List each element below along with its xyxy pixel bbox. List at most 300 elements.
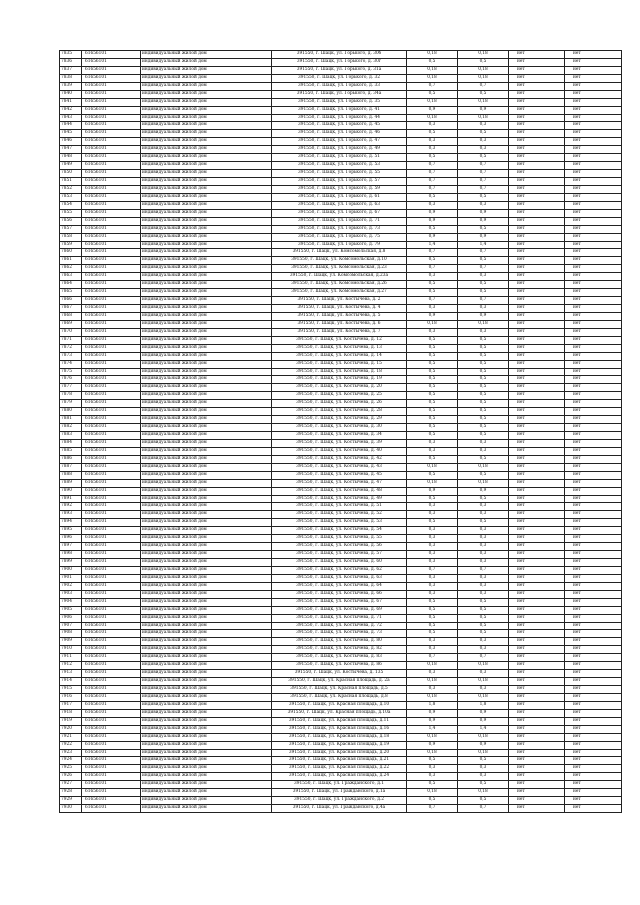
oktmo-code-cell: 61656101 — [82, 495, 141, 503]
flag-cell: нет — [565, 249, 622, 257]
object-type-cell: индивидуальный жилой дом — [141, 384, 272, 392]
area-total-cell: 0,7 — [458, 654, 509, 662]
area-cell: 0,7 — [407, 654, 458, 662]
table-row — [60, 574, 622, 582]
flag-cell: нет — [565, 693, 622, 701]
oktmo-code-cell: 61656101 — [82, 424, 141, 432]
area-total-cell: 0,5 — [458, 281, 509, 289]
address-cell: 391550, г. Шацк, ул. Горького, д. 73 — [272, 225, 407, 233]
table-row — [60, 765, 622, 773]
table-row — [60, 789, 622, 797]
oktmo-code-cell: 61656101 — [82, 265, 141, 273]
area-cell: 0,9 — [407, 717, 458, 725]
flag-cell: нет — [509, 352, 565, 360]
flag-cell: нет — [509, 447, 565, 455]
address-cell: 391550, г. Шацк, ул. Костычева, д. 73 — [272, 630, 407, 638]
area-cell: 0,3 — [407, 273, 458, 281]
area-cell: 0,5 — [407, 495, 458, 503]
area-total-cell: 0,18 — [458, 66, 509, 74]
flag-cell: нет — [565, 201, 622, 209]
table-row — [60, 559, 622, 567]
row-number-cell: 7861 — [60, 257, 82, 265]
row-number-cell: 7902 — [60, 582, 82, 590]
area-total-cell: 0,5 — [458, 225, 509, 233]
address-cell: 391550, г. Шацк, ул. Горького, д. 67 — [272, 209, 407, 217]
address-cell: 391550, г. Шацк, ул. Комсомольская, д.10 — [272, 257, 407, 265]
area-total-cell: 0,3 — [458, 638, 509, 646]
row-number-cell: 7842 — [60, 106, 82, 114]
address-cell: 391550, г. Шацк, ул. Костычева, д. 28 — [272, 408, 407, 416]
flag-cell: нет — [565, 551, 622, 559]
area-total-cell: 0,5 — [458, 368, 509, 376]
area-cell: 0,18 — [407, 114, 458, 122]
area-cell: 0,5 — [407, 225, 458, 233]
oktmo-code-cell: 61656101 — [82, 241, 141, 249]
object-type-cell: индивидуальный жилой дом — [141, 709, 272, 717]
row-number-cell: 7857 — [60, 225, 82, 233]
row-number-cell: 7914 — [60, 678, 82, 686]
address-cell: 391550, г. Шацк, ул. Костычева, д. 49 — [272, 495, 407, 503]
table-row — [60, 265, 622, 273]
row-number-cell: 7921 — [60, 733, 82, 741]
area-cell: 0,3 — [407, 582, 458, 590]
oktmo-code-cell: 61656101 — [82, 566, 141, 574]
row-number-cell: 7892 — [60, 503, 82, 511]
flag-cell: нет — [565, 416, 622, 424]
area-cell: 0,3 — [407, 773, 458, 781]
object-type-cell: индивидуальный жилой дом — [141, 209, 272, 217]
flag-cell: нет — [509, 543, 565, 551]
object-type-cell: индивидуальный жилой дом — [141, 789, 272, 797]
table-row — [60, 66, 622, 74]
row-number-cell: 7888 — [60, 471, 82, 479]
object-type-cell: индивидуальный жилой дом — [141, 686, 272, 694]
oktmo-code-cell: 61656101 — [82, 725, 141, 733]
flag-cell: нет — [509, 654, 565, 662]
oktmo-code-cell: 61656101 — [82, 678, 141, 686]
object-type-cell: индивидуальный жилой дом — [141, 670, 272, 678]
flag-cell: нет — [509, 416, 565, 424]
area-total-cell: 0,18 — [458, 678, 509, 686]
oktmo-code-cell: 61656101 — [82, 622, 141, 630]
object-type-cell: индивидуальный жилой дом — [141, 654, 272, 662]
area-total-cell: 0,3 — [458, 122, 509, 130]
table-row — [60, 733, 622, 741]
row-number-cell: 7925 — [60, 765, 82, 773]
object-type-cell: индивидуальный жилой дом — [141, 638, 272, 646]
row-number-cell: 7843 — [60, 114, 82, 122]
table-row — [60, 614, 622, 622]
flag-cell: нет — [565, 289, 622, 297]
table-row — [60, 670, 622, 678]
area-cell: 0,3 — [407, 543, 458, 551]
table-row — [60, 281, 622, 289]
area-total-cell: 0,5 — [458, 376, 509, 384]
address-cell: 391550, г. Шацк, ул. Костычева, д. 53 — [272, 519, 407, 527]
flag-cell: нет — [509, 376, 565, 384]
oktmo-code-cell: 61656101 — [82, 559, 141, 567]
area-total-cell: 0,5 — [458, 154, 509, 162]
area-total-cell: 0,3 — [458, 559, 509, 567]
oktmo-code-cell: 61656101 — [82, 392, 141, 400]
row-number-cell: 7919 — [60, 717, 82, 725]
area-total-cell: 0,18 — [458, 74, 509, 82]
address-cell: 391550, г. Шацк, ул. Костычева, д. 60 — [272, 559, 407, 567]
oktmo-code-cell: 61656101 — [82, 400, 141, 408]
row-number-cell: 7891 — [60, 495, 82, 503]
row-number-cell: 7906 — [60, 614, 82, 622]
area-cell: 0,5 — [407, 344, 458, 352]
flag-cell: нет — [509, 670, 565, 678]
flag-cell: нет — [509, 582, 565, 590]
area-cell: 0,5 — [407, 368, 458, 376]
row-number-cell: 7896 — [60, 535, 82, 543]
flag-cell: нет — [509, 58, 565, 66]
flag-cell: нет — [565, 305, 622, 313]
area-cell: 0,3 — [407, 447, 458, 455]
table-row — [60, 106, 622, 114]
row-number-cell: 7911 — [60, 654, 82, 662]
flag-cell: нет — [565, 455, 622, 463]
table-row — [60, 130, 622, 138]
flag-cell: нет — [509, 614, 565, 622]
row-number-cell: 7871 — [60, 336, 82, 344]
oktmo-code-cell: 61656101 — [82, 709, 141, 717]
row-number-cell: 7885 — [60, 447, 82, 455]
table-row — [60, 590, 622, 598]
oktmo-code-cell: 61656101 — [82, 312, 141, 320]
area-total-cell: 0,5 — [458, 781, 509, 789]
row-number-cell: 7899 — [60, 559, 82, 567]
oktmo-code-cell: 61656101 — [82, 281, 141, 289]
table-row — [60, 630, 622, 638]
table-row — [60, 170, 622, 178]
row-number-cell: 7900 — [60, 566, 82, 574]
address-cell: 391550, г. Шацк, ул. Костычева, д. 40 — [272, 447, 407, 455]
address-cell: 391550, г. Шацк, ул. Костычева, д. 80 — [272, 638, 407, 646]
object-type-cell: индивидуальный жилой дом — [141, 122, 272, 130]
object-type-cell: индивидуальный жилой дом — [141, 178, 272, 186]
object-type-cell: индивидуальный жилой дом — [141, 154, 272, 162]
oktmo-code-cell: 61656101 — [82, 82, 141, 90]
flag-cell: нет — [565, 678, 622, 686]
oktmo-code-cell: 61656101 — [82, 717, 141, 725]
flag-cell: нет — [565, 392, 622, 400]
object-type-cell: индивидуальный жилой дом — [141, 606, 272, 614]
row-number-cell: 7893 — [60, 511, 82, 519]
area-cell: 0,7 — [407, 178, 458, 186]
area-total-cell: 0,3 — [458, 646, 509, 654]
area-cell: 0,5 — [407, 519, 458, 527]
flag-cell: нет — [565, 487, 622, 495]
row-number-cell: 7898 — [60, 551, 82, 559]
object-type-cell: индивидуальный жилой дом — [141, 257, 272, 265]
table-row — [60, 781, 622, 789]
object-type-cell: индивидуальный жилой дом — [141, 574, 272, 582]
table-row — [60, 305, 622, 313]
flag-cell: нет — [509, 74, 565, 82]
flag-cell: нет — [565, 773, 622, 781]
oktmo-code-cell: 61656101 — [82, 209, 141, 217]
flag-cell: нет — [565, 622, 622, 630]
table-row — [60, 495, 622, 503]
table-row — [60, 432, 622, 440]
oktmo-code-cell: 61656101 — [82, 249, 141, 257]
table-row — [60, 289, 622, 297]
oktmo-code-cell: 61656101 — [82, 360, 141, 368]
flag-cell: нет — [565, 185, 622, 193]
object-type-cell: индивидуальный жилой дом — [141, 797, 272, 805]
table-row — [60, 58, 622, 66]
table-row — [60, 646, 622, 654]
flag-cell: нет — [509, 622, 565, 630]
area-cell: 0,3 — [407, 686, 458, 694]
flag-cell: нет — [565, 749, 622, 757]
table-row — [60, 312, 622, 320]
area-total-cell: 0,5 — [458, 336, 509, 344]
flag-cell: нет — [509, 487, 565, 495]
address-cell: 391550, г. Шацк, ул. Горького, д. 35 — [272, 98, 407, 106]
address-cell: 391550, г. Шацк, ул. Красная площадь, д.18 — [272, 733, 407, 741]
table-row — [60, 447, 622, 455]
area-total-cell: 0,18 — [458, 320, 509, 328]
flag-cell: нет — [565, 114, 622, 122]
area-cell: 0,3 — [407, 122, 458, 130]
area-total-cell: 0,5 — [458, 797, 509, 805]
oktmo-code-cell: 61656101 — [82, 51, 141, 59]
object-type-cell: индивидуальный жилой дом — [141, 66, 272, 74]
flag-cell: нет — [509, 781, 565, 789]
area-cell: 0,3 — [407, 535, 458, 543]
row-number-cell: 7920 — [60, 725, 82, 733]
table-row — [60, 51, 622, 59]
flag-cell: нет — [565, 519, 622, 527]
flag-cell: нет — [565, 66, 622, 74]
table-row — [60, 74, 622, 82]
oktmo-code-cell: 61656101 — [82, 598, 141, 606]
area-cell: 0,9 — [407, 209, 458, 217]
object-type-cell: индивидуальный жилой дом — [141, 114, 272, 122]
object-type-cell: индивидуальный жилой дом — [141, 678, 272, 686]
row-number-cell: 7910 — [60, 646, 82, 654]
object-type-cell: индивидуальный жилой дом — [141, 662, 272, 670]
oktmo-code-cell: 61656101 — [82, 789, 141, 797]
row-number-cell: 7922 — [60, 741, 82, 749]
oktmo-code-cell: 61656101 — [82, 471, 141, 479]
area-total-cell: 0,3 — [458, 765, 509, 773]
address-cell: 391550, г. Шацк, ул. Комсомольская, д.26 — [272, 281, 407, 289]
address-cell: 391550, г. Шацк, ул. Горького, д. 31а — [272, 66, 407, 74]
address-cell: 391550, г. Шацк, ул. Костычева, д. 82 — [272, 646, 407, 654]
oktmo-code-cell: 61656101 — [82, 797, 141, 805]
area-total-cell: 0,5 — [458, 193, 509, 201]
area-cell: 0,3 — [407, 146, 458, 154]
row-number-cell: 7862 — [60, 265, 82, 273]
table-row — [60, 543, 622, 551]
table-row — [60, 225, 622, 233]
area-total-cell: 0,5 — [458, 614, 509, 622]
table-row — [60, 678, 622, 686]
flag-cell: нет — [509, 320, 565, 328]
table-row — [60, 257, 622, 265]
address-cell: 391550, г. Шацк, ул. Костычева, д. 71 — [272, 614, 407, 622]
flag-cell: нет — [565, 439, 622, 447]
object-type-cell: индивидуальный жилой дом — [141, 590, 272, 598]
area-total-cell: 1,4 — [458, 241, 509, 249]
area-cell: 0,18 — [407, 479, 458, 487]
area-total-cell: 0,9 — [458, 217, 509, 225]
oktmo-code-cell: 61656101 — [82, 439, 141, 447]
address-cell: 391550, г. Шацк, ул. Гражданского, д.1 — [272, 781, 407, 789]
row-number-cell: 7887 — [60, 463, 82, 471]
address-cell: 391550, г. Шацк, ул. Костычева, д. 34 — [272, 432, 407, 440]
row-number-cell: 7912 — [60, 662, 82, 670]
table-row — [60, 336, 622, 344]
flag-cell: нет — [509, 122, 565, 130]
address-cell: 391550, г. Шацк, ул. Горького, д. 49 — [272, 146, 407, 154]
oktmo-code-cell: 61656101 — [82, 741, 141, 749]
area-cell: 0,3 — [407, 527, 458, 535]
object-type-cell: индивидуальный жилой дом — [141, 352, 272, 360]
flag-cell: нет — [509, 273, 565, 281]
area-total-cell: 0,5 — [458, 471, 509, 479]
flag-cell: нет — [509, 106, 565, 114]
address-cell: 391550, г. Шацк, ул. Костычева, д. 69 — [272, 606, 407, 614]
flag-cell: нет — [565, 170, 622, 178]
object-type-cell: индивидуальный жилой дом — [141, 630, 272, 638]
oktmo-code-cell: 61656101 — [82, 503, 141, 511]
flag-cell: нет — [565, 725, 622, 733]
flag-cell: нет — [509, 479, 565, 487]
flag-cell: нет — [509, 51, 565, 59]
flag-cell: нет — [565, 447, 622, 455]
flag-cell: нет — [565, 662, 622, 670]
object-type-cell: индивидуальный жилой дом — [141, 479, 272, 487]
object-type-cell: индивидуальный жилой дом — [141, 471, 272, 479]
flag-cell: нет — [565, 503, 622, 511]
flag-cell: нет — [565, 709, 622, 717]
flag-cell: нет — [509, 201, 565, 209]
address-cell: 391550, г. Шацк, ул. Костычева, д. 18 — [272, 368, 407, 376]
area-total-cell: 0,9 — [458, 741, 509, 749]
area-cell: 0,18 — [407, 733, 458, 741]
flag-cell: нет — [509, 559, 565, 567]
table-row — [60, 320, 622, 328]
area-cell: 0,5 — [407, 400, 458, 408]
area-total-cell: 0,3 — [458, 328, 509, 336]
object-type-cell: индивидуальный жилой дом — [141, 185, 272, 193]
area-total-cell: 0,5 — [458, 606, 509, 614]
area-cell: 0,7 — [407, 566, 458, 574]
flag-cell: нет — [565, 233, 622, 241]
flag-cell: нет — [509, 384, 565, 392]
table-row — [60, 606, 622, 614]
object-type-cell: индивидуальный жилой дом — [141, 749, 272, 757]
oktmo-code-cell: 61656101 — [82, 376, 141, 384]
area-total-cell: 0,7 — [458, 566, 509, 574]
object-type-cell: индивидуальный жилой дом — [141, 416, 272, 424]
flag-cell: нет — [509, 789, 565, 797]
area-total-cell: 0,9 — [458, 709, 509, 717]
row-number-cell: 7850 — [60, 170, 82, 178]
flag-cell: нет — [565, 574, 622, 582]
area-cell: 0,7 — [407, 805, 458, 813]
flag-cell: нет — [565, 582, 622, 590]
flag-cell: нет — [565, 432, 622, 440]
flag-cell: нет — [565, 535, 622, 543]
area-cell: 0,9 — [407, 741, 458, 749]
table-row — [60, 662, 622, 670]
flag-cell: нет — [565, 559, 622, 567]
address-cell: 391550, г. Шацк, ул. Костычева, д. 15 — [272, 360, 407, 368]
area-total-cell: 0,7 — [458, 185, 509, 193]
area-total-cell: 0,3 — [458, 305, 509, 313]
row-number-cell: 7848 — [60, 154, 82, 162]
row-number-cell: 7881 — [60, 416, 82, 424]
flag-cell: нет — [565, 511, 622, 519]
area-cell: 0,5 — [407, 130, 458, 138]
object-type-cell: индивидуальный жилой дом — [141, 408, 272, 416]
flag-cell: нет — [509, 527, 565, 535]
flag-cell: нет — [509, 606, 565, 614]
table-row — [60, 551, 622, 559]
flag-cell: нет — [509, 701, 565, 709]
row-number-cell: 7894 — [60, 519, 82, 527]
flag-cell: нет — [565, 162, 622, 170]
row-number-cell: 7923 — [60, 749, 82, 757]
area-total-cell: 0,9 — [458, 233, 509, 241]
flag-cell: нет — [565, 130, 622, 138]
flag-cell: нет — [565, 757, 622, 765]
address-cell: 391550, г. Шацк, ул. Красная площадь, д.16 — [272, 725, 407, 733]
area-cell: 0,3 — [407, 439, 458, 447]
flag-cell: нет — [565, 241, 622, 249]
row-number-cell: 7858 — [60, 233, 82, 241]
flag-cell: нет — [565, 741, 622, 749]
row-number-cell: 7839 — [60, 82, 82, 90]
object-type-cell: индивидуальный жилой дом — [141, 170, 272, 178]
oktmo-code-cell: 61656101 — [82, 701, 141, 709]
oktmo-code-cell: 61656101 — [82, 590, 141, 598]
oktmo-code-cell: 61656101 — [82, 114, 141, 122]
oktmo-code-cell: 61656101 — [82, 130, 141, 138]
row-number-cell: 7872 — [60, 344, 82, 352]
object-type-cell: индивидуальный жилой дом — [141, 535, 272, 543]
object-type-cell: индивидуальный жилой дом — [141, 241, 272, 249]
area-cell: 0,5 — [407, 416, 458, 424]
object-type-cell: индивидуальный жилой дом — [141, 447, 272, 455]
area-cell: 0,3 — [407, 646, 458, 654]
area-cell: 0,7 — [407, 170, 458, 178]
table-row — [60, 797, 622, 805]
table-row — [60, 360, 622, 368]
flag-cell: нет — [565, 630, 622, 638]
row-number-cell: 7879 — [60, 400, 82, 408]
object-type-cell: индивидуальный жилой дом — [141, 289, 272, 297]
oktmo-code-cell: 61656101 — [82, 233, 141, 241]
area-total-cell: 0,5 — [458, 344, 509, 352]
area-cell: 0,7 — [407, 162, 458, 170]
table-row — [60, 598, 622, 606]
oktmo-code-cell: 61656101 — [82, 693, 141, 701]
flag-cell: нет — [565, 471, 622, 479]
table-row — [60, 416, 622, 424]
table-row — [60, 511, 622, 519]
flag-cell: нет — [509, 646, 565, 654]
table-row — [60, 741, 622, 749]
object-type-cell: индивидуальный жилой дом — [141, 725, 272, 733]
address-cell: 391550, г. Шацк, ул. Горького, д. 46 — [272, 130, 407, 138]
